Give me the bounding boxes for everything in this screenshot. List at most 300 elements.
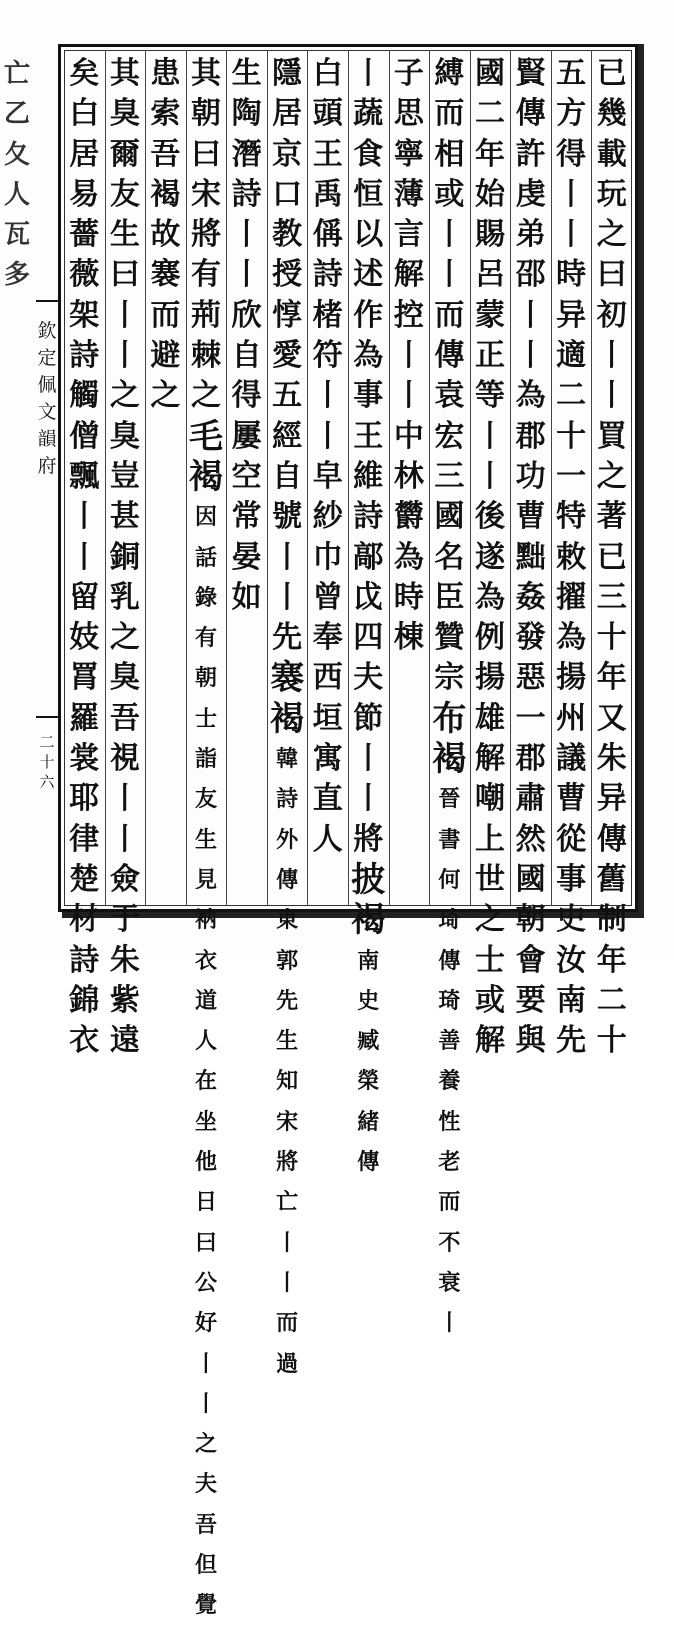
note-char: 話 bbox=[194, 544, 217, 571]
column-rule bbox=[591, 50, 592, 906]
text-char: 罥 bbox=[69, 660, 100, 696]
headword-char: 褐 bbox=[270, 698, 305, 739]
text-char: 鄗 bbox=[353, 539, 384, 575]
text-char: 事 bbox=[556, 861, 587, 897]
text-char: 制 bbox=[596, 902, 627, 938]
text-char: 袁 bbox=[434, 378, 465, 414]
text-char: 林 bbox=[393, 458, 424, 494]
text-char: 揚 bbox=[474, 660, 505, 696]
text-char: 為 bbox=[393, 539, 424, 575]
note-char: 傳 bbox=[438, 947, 461, 974]
note-char: 外 bbox=[276, 826, 299, 853]
text-char: 五 bbox=[272, 378, 303, 414]
note-char: 夫 bbox=[194, 1471, 217, 1498]
edge-char: 乙 bbox=[3, 99, 30, 130]
note-char: 傳 bbox=[357, 1149, 380, 1176]
note-char: 韓 bbox=[276, 746, 299, 773]
text-char: 曰 bbox=[596, 257, 627, 293]
text-char: 居 bbox=[69, 136, 100, 172]
text-char: 國 bbox=[515, 861, 546, 897]
note-char: 郭 bbox=[276, 947, 299, 974]
text-char: 宏 bbox=[434, 418, 465, 454]
text-char: 楮 bbox=[312, 297, 343, 333]
note-char: 友 bbox=[194, 786, 217, 813]
text-char: 符 bbox=[312, 338, 343, 374]
margin-book-title bbox=[36, 318, 58, 480]
text-char: 豈 bbox=[109, 458, 140, 494]
text-char: 异 bbox=[596, 781, 627, 817]
text-char: 名 bbox=[434, 539, 465, 575]
text-column bbox=[145, 54, 186, 900]
text-column bbox=[551, 54, 592, 1059]
text-char: 以 bbox=[353, 217, 384, 253]
note-char: 而 bbox=[276, 1310, 299, 1337]
text-char: 之 bbox=[474, 902, 505, 938]
page-number-char: 二 bbox=[39, 733, 55, 751]
text-char: 為 bbox=[556, 620, 587, 656]
text-char: 玩 bbox=[596, 176, 627, 212]
text-char: 曹 bbox=[515, 499, 546, 535]
column-rule bbox=[470, 50, 471, 906]
text-char: 銅 bbox=[109, 539, 140, 575]
text-char: 頭 bbox=[312, 96, 343, 132]
text-char: 國 bbox=[434, 499, 465, 535]
text-char: 臭 bbox=[109, 418, 140, 454]
text-char: 得 bbox=[556, 136, 587, 172]
text-char: 薔 bbox=[69, 217, 100, 253]
text-char: 解 bbox=[393, 257, 424, 293]
text-char: 臭 bbox=[109, 96, 140, 132]
text-char: 丨 bbox=[109, 781, 140, 817]
text-char: 特 bbox=[556, 499, 587, 535]
note-char: 宋 bbox=[276, 1108, 299, 1135]
column-rule bbox=[429, 50, 430, 906]
text-char: 幾 bbox=[596, 96, 627, 132]
text-char: 揚 bbox=[556, 660, 587, 696]
text-char: 矣 bbox=[69, 56, 100, 91]
text-char: 白 bbox=[69, 96, 100, 132]
text-char: 之 bbox=[596, 217, 627, 253]
text-char: 二 bbox=[596, 982, 627, 1018]
headword-char: 褰 bbox=[270, 658, 305, 699]
note-char: 知 bbox=[276, 1068, 299, 1095]
note-char: 坐 bbox=[194, 1108, 217, 1135]
text-char: 生 bbox=[109, 217, 140, 253]
text-char: 十 bbox=[596, 620, 627, 656]
text-char: 經 bbox=[272, 418, 303, 454]
text-char: 丨 bbox=[596, 338, 627, 374]
text-char: 視 bbox=[109, 741, 140, 777]
text-char: 為 bbox=[515, 378, 546, 414]
column-rule bbox=[307, 50, 308, 906]
note-char: 士 bbox=[194, 705, 217, 732]
note-char: 他 bbox=[194, 1149, 217, 1176]
text-char: 解 bbox=[474, 1023, 505, 1059]
text-char: 丨 bbox=[312, 418, 343, 454]
column-rule bbox=[226, 50, 227, 906]
note-char: 琦 bbox=[438, 907, 461, 934]
text-char: 丨 bbox=[231, 217, 262, 253]
headword-char: 褐 bbox=[188, 456, 223, 497]
note-char: 詩 bbox=[276, 786, 299, 813]
note-char: 榮 bbox=[357, 1068, 380, 1095]
text-char: 惡 bbox=[515, 660, 546, 696]
text-char: 從 bbox=[556, 821, 587, 857]
text-char: 年 bbox=[474, 136, 505, 172]
column-rule bbox=[510, 50, 511, 906]
text-char: 三 bbox=[434, 458, 465, 494]
text-char: 議 bbox=[556, 741, 587, 777]
text-char: 許 bbox=[515, 136, 546, 172]
edge-char: 多 bbox=[3, 260, 30, 291]
note-char: 臧 bbox=[357, 1028, 380, 1055]
text-char: 常 bbox=[231, 499, 262, 535]
note-char: 性 bbox=[438, 1108, 461, 1135]
text-char: 飄 bbox=[69, 458, 100, 494]
text-char: 呂 bbox=[474, 257, 505, 293]
text-char: 遠 bbox=[109, 1023, 140, 1059]
text-char: 舊 bbox=[596, 861, 627, 897]
text-char: 褐 bbox=[150, 176, 181, 212]
text-char: 丨 bbox=[434, 217, 465, 253]
text-char: 擢 bbox=[556, 579, 587, 615]
text-char: 詩 bbox=[231, 176, 262, 212]
text-char: 耶 bbox=[69, 781, 100, 817]
note-char: 丨 bbox=[194, 1390, 217, 1417]
text-char: 白 bbox=[312, 56, 343, 91]
text-char: 二 bbox=[556, 378, 587, 414]
text-column bbox=[348, 54, 389, 1176]
text-char: 故 bbox=[150, 217, 181, 253]
text-char: 王 bbox=[312, 136, 343, 172]
text-char: 僉 bbox=[109, 861, 140, 897]
text-char: 已 bbox=[596, 56, 627, 91]
text-char: 丨 bbox=[231, 257, 262, 293]
text-char: 然 bbox=[515, 821, 546, 857]
text-char: 衣 bbox=[69, 1023, 100, 1059]
note-char: 之 bbox=[194, 1431, 217, 1458]
text-char: 丨 bbox=[515, 297, 546, 333]
text-char: 一 bbox=[556, 458, 587, 494]
text-char: 傳 bbox=[596, 821, 627, 857]
text-char: 丨 bbox=[474, 458, 505, 494]
headword-char: 褐 bbox=[351, 900, 386, 941]
note-char: 過 bbox=[276, 1350, 299, 1377]
title-char: 欽 bbox=[37, 320, 57, 342]
text-char: 朱 bbox=[109, 942, 140, 978]
text-char: 丨 bbox=[353, 56, 384, 91]
text-column bbox=[267, 54, 308, 1377]
note-char: 但 bbox=[194, 1551, 217, 1578]
text-char: 垣 bbox=[312, 700, 343, 736]
text-char: 恒 bbox=[353, 176, 384, 212]
text-char: 楚 bbox=[69, 861, 100, 897]
text-char: 丨 bbox=[556, 176, 587, 212]
text-char: 丨 bbox=[312, 378, 343, 414]
text-char: 弟 bbox=[515, 217, 546, 253]
text-char: 隱 bbox=[272, 56, 303, 91]
text-char: 曰 bbox=[109, 257, 140, 293]
text-char: 之 bbox=[596, 458, 627, 494]
note-char: 詣 bbox=[194, 746, 217, 773]
text-char: 傳 bbox=[515, 96, 546, 132]
text-char: 而 bbox=[434, 297, 465, 333]
note-char: 老 bbox=[438, 1149, 461, 1176]
text-column bbox=[186, 54, 227, 1619]
text-char: 言 bbox=[393, 217, 424, 253]
note-char: 養 bbox=[438, 1068, 461, 1095]
text-char: 居 bbox=[272, 96, 303, 132]
text-char: 丨 bbox=[515, 338, 546, 374]
text-char: 傳 bbox=[434, 338, 465, 374]
text-char: 觸 bbox=[69, 378, 100, 414]
text-char: 丨 bbox=[596, 378, 627, 414]
text-char: 夫 bbox=[353, 660, 384, 696]
column-rule bbox=[389, 50, 390, 906]
title-char: 文 bbox=[37, 401, 57, 423]
text-char: 五 bbox=[556, 56, 587, 91]
note-char: 丨 bbox=[276, 1269, 299, 1296]
text-char: 异 bbox=[556, 297, 587, 333]
text-char: 自 bbox=[231, 338, 262, 374]
text-char: 南 bbox=[556, 982, 587, 1018]
edge-char: 人 bbox=[3, 179, 30, 210]
note-char: 史 bbox=[357, 987, 380, 1014]
text-char: 丨 bbox=[109, 338, 140, 374]
text-char: 丨 bbox=[393, 338, 424, 374]
text-char: 友 bbox=[109, 176, 140, 212]
text-char: 丨 bbox=[556, 217, 587, 253]
text-char: 例 bbox=[474, 620, 505, 656]
note-char: 衲 bbox=[194, 907, 217, 934]
text-char: 年 bbox=[596, 660, 627, 696]
text-char: 先 bbox=[272, 620, 303, 656]
text-char: 將 bbox=[353, 821, 384, 857]
page-number-char: 六 bbox=[39, 773, 55, 791]
text-char: 丨 bbox=[69, 499, 100, 535]
column-rule bbox=[145, 50, 146, 906]
text-char: 丨 bbox=[474, 418, 505, 454]
text-char: 相 bbox=[434, 136, 465, 172]
text-char: 荊 bbox=[190, 297, 221, 333]
text-char: 世 bbox=[474, 861, 505, 897]
text-char: 丨 bbox=[393, 378, 424, 414]
title-char: 府 bbox=[37, 455, 57, 477]
scan-shadow-right bbox=[638, 44, 644, 918]
edge-char: 夂 bbox=[3, 139, 30, 170]
note-char: 道 bbox=[194, 987, 217, 1014]
text-char: 食 bbox=[353, 136, 384, 172]
text-char: 發 bbox=[515, 620, 546, 656]
text-char: 架 bbox=[69, 297, 100, 333]
text-char: 吾 bbox=[109, 700, 140, 736]
text-char: 有 bbox=[190, 257, 221, 293]
note-char: 因 bbox=[194, 504, 217, 531]
note-char: 吾 bbox=[194, 1511, 217, 1538]
text-char: 禹 bbox=[312, 176, 343, 212]
text-char: 丨 bbox=[434, 257, 465, 293]
text-char: 巾 bbox=[312, 539, 343, 575]
note-char: 曰 bbox=[194, 1229, 217, 1256]
text-column bbox=[307, 54, 348, 900]
note-char: 見 bbox=[194, 866, 217, 893]
text-char: 與 bbox=[515, 1023, 546, 1059]
text-char: 爾 bbox=[109, 136, 140, 172]
text-char: 裳 bbox=[69, 741, 100, 777]
text-char: 上 bbox=[474, 821, 505, 857]
text-char: 于 bbox=[109, 902, 140, 938]
headword-char: 布 bbox=[432, 698, 467, 739]
title-char: 韻 bbox=[37, 428, 57, 450]
text-char: 肅 bbox=[515, 781, 546, 817]
text-char: 惇 bbox=[272, 297, 303, 333]
text-char: 邵 bbox=[515, 257, 546, 293]
text-char: 曹 bbox=[556, 781, 587, 817]
text-char: 宋 bbox=[190, 176, 221, 212]
text-char: 屢 bbox=[231, 418, 262, 454]
text-char: 朝 bbox=[515, 902, 546, 938]
text-char: 賜 bbox=[474, 217, 505, 253]
column-rule bbox=[267, 50, 268, 906]
text-char: 留 bbox=[69, 579, 100, 615]
text-char: 寧 bbox=[393, 136, 424, 172]
text-char: 曰 bbox=[190, 136, 221, 172]
text-char: 詩 bbox=[312, 257, 343, 293]
text-char: 汝 bbox=[556, 942, 587, 978]
text-char: 買 bbox=[596, 418, 627, 454]
text-char: 律 bbox=[69, 821, 100, 857]
text-char: 又 bbox=[596, 700, 627, 736]
text-char: 州 bbox=[556, 700, 587, 736]
note-char: 緒 bbox=[357, 1108, 380, 1135]
page-number-char: 十 bbox=[39, 753, 55, 771]
text-char: 丨 bbox=[272, 539, 303, 575]
note-char: 丨 bbox=[276, 1229, 299, 1256]
text-char: 將 bbox=[190, 217, 221, 253]
note-char: 日 bbox=[194, 1189, 217, 1216]
text-char: 縛 bbox=[434, 56, 465, 91]
text-char: 宗 bbox=[434, 660, 465, 696]
title-char: 佩 bbox=[37, 374, 57, 396]
text-char: 一 bbox=[515, 700, 546, 736]
text-char: 維 bbox=[353, 458, 384, 494]
text-char: 郡 bbox=[515, 741, 546, 777]
note-char: 生 bbox=[276, 1028, 299, 1055]
text-char: 皁 bbox=[312, 458, 343, 494]
text-char: 材 bbox=[69, 902, 100, 938]
text-char: 索 bbox=[150, 96, 181, 132]
note-char: 亡 bbox=[276, 1189, 299, 1216]
text-char: 黜 bbox=[515, 539, 546, 575]
text-char: 避 bbox=[150, 338, 181, 374]
text-column bbox=[510, 54, 551, 1059]
text-char: 臣 bbox=[434, 579, 465, 615]
text-char: 丨 bbox=[109, 297, 140, 333]
text-char: 而 bbox=[150, 297, 181, 333]
note-char: 人 bbox=[194, 1028, 217, 1055]
text-char: 中 bbox=[393, 418, 424, 454]
text-char: 事 bbox=[353, 378, 384, 414]
text-char: 朝 bbox=[190, 96, 221, 132]
text-char: 蔬 bbox=[353, 96, 384, 132]
text-char: 如 bbox=[231, 579, 262, 615]
text-char: 陶 bbox=[231, 96, 262, 132]
text-char: 為 bbox=[353, 338, 384, 374]
text-char: 著 bbox=[596, 499, 627, 535]
text-char: 士 bbox=[474, 942, 505, 978]
column-rule bbox=[105, 50, 106, 906]
text-char: 欣 bbox=[231, 297, 262, 333]
text-char: 國 bbox=[474, 56, 505, 91]
text-char: 遂 bbox=[474, 539, 505, 575]
page-number bbox=[36, 732, 58, 792]
text-char: 棘 bbox=[190, 338, 221, 374]
edge-char: 瓦 bbox=[3, 220, 30, 251]
text-char: 贊 bbox=[434, 620, 465, 656]
note-char: 何 bbox=[438, 866, 461, 893]
text-char: 號 bbox=[272, 499, 303, 535]
text-char: 乳 bbox=[109, 579, 140, 615]
note-char: 公 bbox=[194, 1269, 217, 1296]
text-char: 空 bbox=[231, 458, 262, 494]
text-char: 錦 bbox=[69, 982, 100, 1018]
text-char: 或 bbox=[474, 982, 505, 1018]
text-char: 適 bbox=[556, 338, 587, 374]
text-char: 先 bbox=[556, 1023, 587, 1059]
text-char: 得 bbox=[231, 378, 262, 414]
column-rule bbox=[186, 50, 187, 906]
note-char: 而 bbox=[438, 1189, 461, 1216]
text-char: 自 bbox=[272, 458, 303, 494]
text-column bbox=[429, 54, 470, 1337]
text-char: 嘲 bbox=[474, 781, 505, 817]
text-char: 妓 bbox=[69, 620, 100, 656]
text-char: 朱 bbox=[596, 741, 627, 777]
text-column bbox=[64, 54, 105, 1059]
text-char: 之 bbox=[190, 378, 221, 414]
text-char: 易 bbox=[69, 176, 100, 212]
column-rule bbox=[348, 50, 349, 906]
note-char: 衣 bbox=[194, 947, 217, 974]
text-char: 其 bbox=[109, 56, 140, 91]
text-char: 賢 bbox=[515, 56, 546, 91]
text-char: 晏 bbox=[231, 539, 262, 575]
text-column bbox=[226, 54, 267, 900]
text-char: 詩 bbox=[69, 338, 100, 374]
note-char: 將 bbox=[276, 1149, 299, 1176]
text-char: 丨 bbox=[353, 741, 384, 777]
text-char: 甚 bbox=[109, 499, 140, 535]
text-char: 思 bbox=[393, 96, 424, 132]
text-char: 西 bbox=[312, 660, 343, 696]
text-char: 蒙 bbox=[474, 297, 505, 333]
page-edge-column bbox=[0, 54, 34, 354]
text-char: 等 bbox=[474, 378, 505, 414]
text-char: 薄 bbox=[393, 176, 424, 212]
note-char: 先 bbox=[276, 987, 299, 1014]
text-char: 丨 bbox=[353, 781, 384, 817]
text-char: 初 bbox=[596, 297, 627, 333]
note-char: 生 bbox=[194, 826, 217, 853]
text-char: 愛 bbox=[272, 338, 303, 374]
text-char: 紫 bbox=[109, 982, 140, 1018]
note-char: 傳 bbox=[276, 866, 299, 893]
note-char: 丨 bbox=[438, 1310, 461, 1337]
text-char: 曾 bbox=[312, 579, 343, 615]
text-char: 功 bbox=[515, 458, 546, 494]
text-char: 正 bbox=[474, 338, 505, 374]
text-char: 之 bbox=[109, 620, 140, 656]
